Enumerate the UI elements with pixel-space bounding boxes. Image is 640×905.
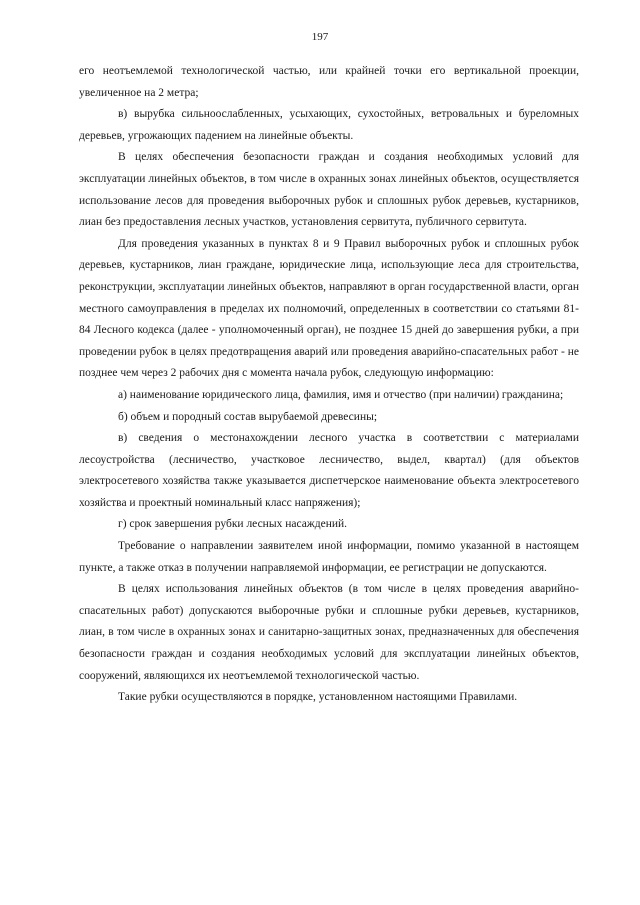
page-number: 197 [311,31,329,43]
paragraph-item-v2: в) сведения о местонахождении лесного участка в соответствии с материалами лесоустройства (лесничество, участковое лесничество, выдел, квартал) (для объектов электросетевого хозяйства также указывается диспетчерское наименование объекта электросетевого хозяйства и проектный номинальный класс напряжения); [79,432,579,509]
paragraph-item-v: в) вырубка сильноослабленных, усыхающих, сухостойных, ветровальных и буреломных деревьев, угрожающих падением на линейные объекты. [79,108,579,142]
paragraph-requirement: Требование о направлении заявителем иной информации, помимо указанной в настоящем пункте, а также отказ в получении направляемой информации, ее регистрации не допускаются. [79,540,579,574]
paragraph-linear-use: В целях использования линейных объектов (в том числе в целях проведения аварийно-спасательных работ) допускаются выборочные рубки и сплошные рубки деревьев, кустарников, лиан, в том числе в охранных зонах и санитарно-защитных зонах, предназначенных для обеспечения безопасности граждан и создания необходимых условий для эксплуатации линейных объектов, сооружений, являющихся их неотъемлемой технологической частью. [79,583,579,682]
paragraph-continuation: его неотъемлемой технологической частью, или крайней точки его вертикальной проекции, увеличенное на 2 метра; [79,65,579,99]
paragraph-safety: В целях обеспечения безопасности граждан и создания необходимых условий для эксплуатации линейных объектов, в том числе в охранных зонах линейных объектов, осуществляется использование лесов для проведения выборочных рубок и сплошных рубок деревьев, кустарников, лиан без предоставления лесных участков, установления сервитута, публичного сервитута. [79,151,579,229]
paragraph-item-g: г) срок завершения рубки лесных насаждений. [118,518,348,531]
document-body [79,61,579,709]
paragraph-procedure: Для проведения указанных в пунктах 8 и 9 Правил выборочных рубок и сплошных рубок деревьев, кустарников, лиан граждане, юридические лица, использующие леса для строительства, реконструкции, эксплуатации линейных объектов, направляют в орган государственной власти, орган местного самоуправления в пределах их полномочий, определенных в соответствии со статьями 81-84 Лесного кодекса (далее - уполномоченный орган), не позднее 15 дней до завершения рубки, а при проведении рубок в целях предотвращения аварий или проведения аварийно-спасательных работ - не позднее чем через 2 рабочих дня с момента начала рубок, следующую информацию: [79,237,579,380]
paragraph-final: Такие рубки осуществляются в порядке, установленном настоящими Правилами. [118,691,518,704]
paragraph-item-b: б) объем и породный состав вырубаемой древесины; [118,410,378,423]
paragraph-item-a: а) наименование юридического лица, фамилия, имя и отчество (при наличии) гражданина; [118,388,564,401]
